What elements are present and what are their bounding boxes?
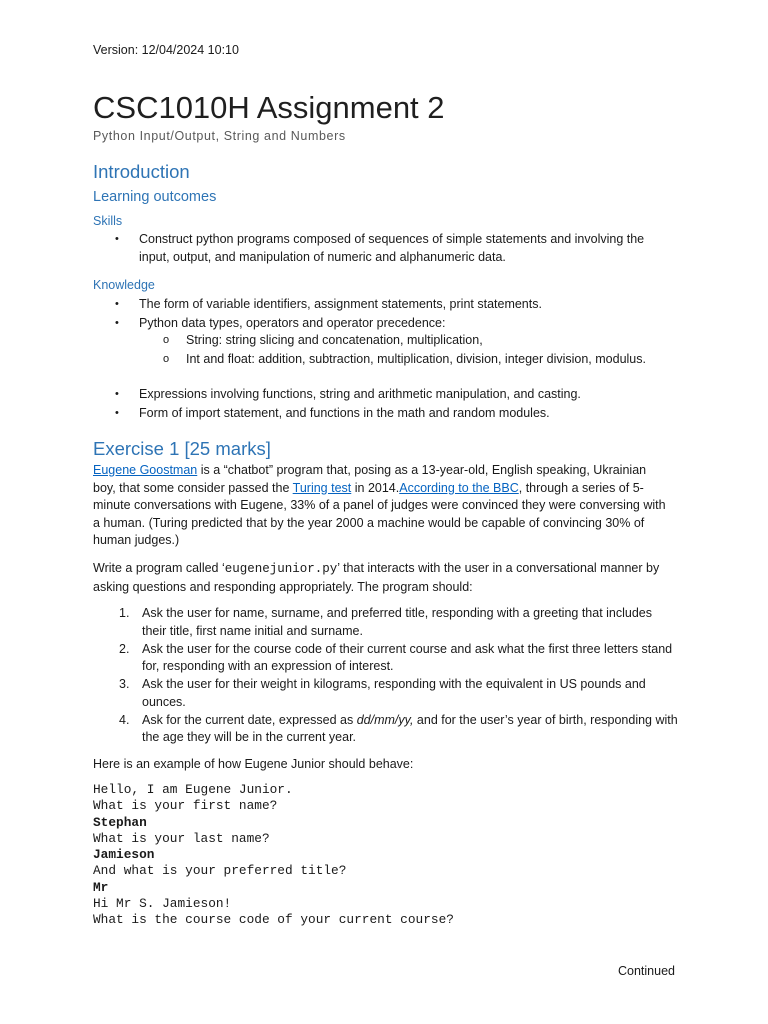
version-stamp: Version: 12/04/2024 10:10 (93, 43, 239, 57)
knowledge-list-continued (93, 386, 678, 424)
list-item: • Python data types, operators and operator precedence: (93, 315, 678, 333)
transcript-line-program: What is your last name? (93, 830, 270, 846)
sub-bullet-icon: o (163, 353, 170, 365)
list-item: • The form of variable identifiers, assignment statements, print statements. (93, 296, 678, 314)
bullet-icon: • (115, 233, 119, 245)
introduction-heading: Introduction (93, 161, 190, 182)
bullet-icon: • (115, 407, 119, 419)
requirements-list (93, 605, 678, 747)
list-item: 2. Ask the user for the course code of their current course and ask what the first three letters stand for, responding with an expression of interest. (119, 641, 673, 673)
page-subtitle: Python Input/Output, String and Numbers (93, 129, 346, 143)
exercise1-task-paragraph: Write a program called ‘eugenejunior.py’ that interacts with the user in a conversational manner by asking questions and responding appropriately. The program should: (93, 561, 660, 594)
bullet-icon: • (115, 298, 119, 310)
page-title: CSC1010H Assignment 2 (93, 90, 445, 125)
list-item: o Int and float: addition, subtraction, multiplication, division, integer division, modulus. (93, 351, 678, 369)
exercise1-intro-paragraph: Eugene Goostman is a “chatbot” program that, posing as a 13-year-old, English speaking, Ukrainian boy, that some consider passed the Turing test in 2014.According to the BBC, through a series of 5-minute conversations with Eugene, 33% of a panel of judges were convinced they were conversing with a human. (Turing predicted that by the year 2000 a machine would be capable of convincing 30% of human judges.) (93, 463, 666, 547)
learning-outcomes-heading: Learning outcomes (93, 189, 217, 205)
transcript-line-user: Jamieson (93, 847, 155, 863)
list-item: 1. Ask the user for name, surname, and preferred title, responding with a greeting that includes their title, first name initial and surname. (119, 606, 653, 638)
exercise1-heading: Exercise 1 [25 marks] (93, 438, 271, 459)
example-intro: Here is an example of how Eugene Junior should behave: (93, 757, 414, 771)
transcript-line-program: What is the course code of your current course? (93, 912, 454, 928)
list-item: • Construct python programs composed of sequences of simple statements and involving the input, output, and manipulation of numeric and alphanumeric data. (115, 232, 645, 264)
bullet-icon: • (115, 388, 119, 400)
list-item: o String: string slicing and concatenation, multiplication, (93, 332, 678, 350)
transcript-line-program: What is your first name? (93, 798, 278, 814)
list-item: • Expressions involving functions, string and arithmetic manipulation, and casting. (93, 386, 678, 404)
knowledge-sublist (93, 332, 678, 370)
transcript-line-user: Stephan (93, 814, 147, 830)
filename-code: eugenejunior.py (224, 562, 338, 576)
bbc-link[interactable]: According to the BBC (399, 480, 519, 495)
bullet-icon: • (115, 317, 119, 329)
skills-list (93, 231, 678, 268)
transcript-line-program: Hello, I am Eugene Junior. (93, 782, 293, 797)
continued-footer: Continued (618, 964, 675, 978)
turing-test-link[interactable]: Turing test (292, 480, 352, 495)
transcript-line-user: Mr (93, 879, 109, 895)
transcript-line-program: Hi Mr S. Jamieson! (93, 896, 232, 912)
skills-heading: Skills (93, 214, 123, 228)
eugene-goostman-link[interactable]: Eugene Goostman (93, 463, 198, 477)
sub-bullet-icon: o (163, 334, 170, 346)
list-item: 4. Ask for the current date, expressed as dd/mm/yy, and for the user’s year of birth, responding with the age they will be in the current year. (119, 712, 678, 744)
example-transcript (93, 782, 454, 929)
knowledge-heading: Knowledge (93, 278, 155, 292)
knowledge-list (93, 296, 678, 334)
list-item: 3. Ask the user for their weight in kilograms, responding with the equivalent in US pounds and ounces. (119, 677, 646, 709)
transcript-line-program: And what is your preferred title? (93, 863, 347, 879)
list-item: • Form of import statement, and functions in the math and random modules. (93, 405, 678, 423)
